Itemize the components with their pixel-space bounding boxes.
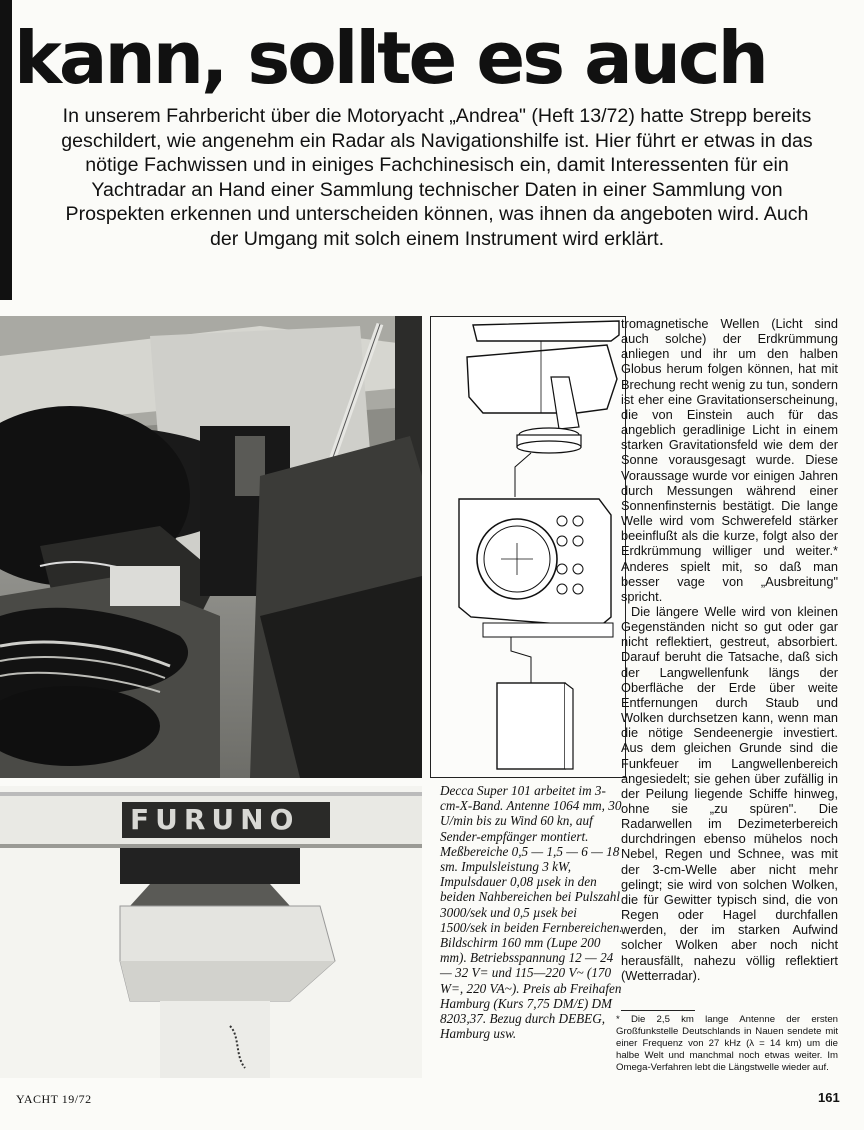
body-paragraph-2: Die längere Welle wird von kleinen Gegenständen nicht so gut oder gar nicht reflektiert, gestreut, absorbiert. Darauf beruht die Tatsache, daß sich der Langwellenfunk längs der Oberfläche der Erde über weite Entfernungen durch Staub und Wolken durchsetzen kann, wenn man die nötige Sendeenergie investiert. Aus dem gleichen Grunde sind die Funkfeuer im Langwellenbereich angesiedelt; sie gehen über zufällig in der Peilung liegende Schiffe hinweg, ohne sie „zu spüren". Die Radarwellen im Dezimeterbereich durchdringen ebenso mühelos noch Nebel, Regen und Schnee, was mit der 3-cm-Welle aber nicht mehr gelingt; sie wird von solchen Wolken, die für Gewitter typisch sind, die von Regen oder Hagel durchfallen werden, der im starken Aufwind solcher Wolken aber noch nicht herausfällt, nahezu völlig reflektiert (Wetterradar). [621,603,838,983]
body-paragraph-1: tromagnetische Wellen (Licht sind auch solche) der Erdkrümmung anliegen und ihr um den halben Globus herum folgen können, hat mit Brechung recht wenig zu tun, sondern ist eher eine Gravitationserscheinung, die von Einstein auch für das angeblich geradlinige Licht in einem starken Gravitationsfeld wie dem der Sonne vorausgesagt wurde. Diese Voraussage wurde vor einigen Jahren durch Messungen während einer Sonnenfinsternis bestätigt. Die lange Welle wird vom Schwerefeld stärker beeinflußt als die kurze, folgt also der Erdkrümmung williger und weiter.* Anderes spielt mit, so daß man besser vage von „Ausbreitung" spricht. [621,316,838,604]
radar-diagram [430,316,626,778]
intro-paragraph: In unserem Fahrbericht über die Motoryacht „Andrea" (Heft 13/72) hatte Strepp bereits geschildert, wie angenehm ein Radar als Navigationshilfe ist. Hier führt er etwas in das nötige Fachwissen und in einiges Fachchinesisch ein, damit Interessenten für ein Yachtradar an Hand einer Sammlung technischer Daten in einer Sammlung von Prospekten erkennen und unterscheiden können, was ihnen da angeboten wird. Auch der Umgang mit solch einem Instrument wird erklärt. [61,105,813,250]
furuno-radar-photo [0,786,422,1078]
decca-radar-drawing [431,317,625,777]
footnote: * Die 2,5 km lange Antenne der ersten Großfunkstelle Deutschlands in Nauen sendete mit einer Frequenz von 27 kHz (λ = 14 km) um die halbe Welt und manchmal noch etwas weiter. Im Omega-Verfahren lebt die Längstwelle wieder auf. [616,1014,838,1073]
page-edge-bar [0,0,12,300]
headline: kann, sollte es auch [14,16,766,100]
page-number: 161 [818,1090,840,1105]
magazine-issue: YACHT 19/72 [16,1092,92,1106]
body-column [621,316,838,983]
furuno-brand-lettering: FURUNO [122,802,330,838]
helm-photo [0,316,422,778]
photo-caption: Decca Super 101 arbeitet im 3-cm-X-Band. Antenne 1064 mm, 30 U/min bis zu Wind 60 kn, auf Sender-empfänger montiert. Meßbereiche 0,5 — 1,5 — 6 — 18 sm. Impulsleistung 3 kW, Impulsdauer 0,08 µsek in den beiden Nahbereichen bei Pulszahl 3000/sek und 0,5 µsek bei 1500/sek in beiden Fernbereichen. Bildschirm 160 mm (Lupe 200 mm). Betriebsspannung 12 — 24 — 32 V= und 115—220 V~ (170 W=, 220 VA~). Preis ab Freihafen Hamburg (Kurs 7,75 DM/£) DM 8203,37. Bezug durch DEBEG, Hamburg usw. [440,783,623,1042]
footnote-rule [621,1010,695,1011]
